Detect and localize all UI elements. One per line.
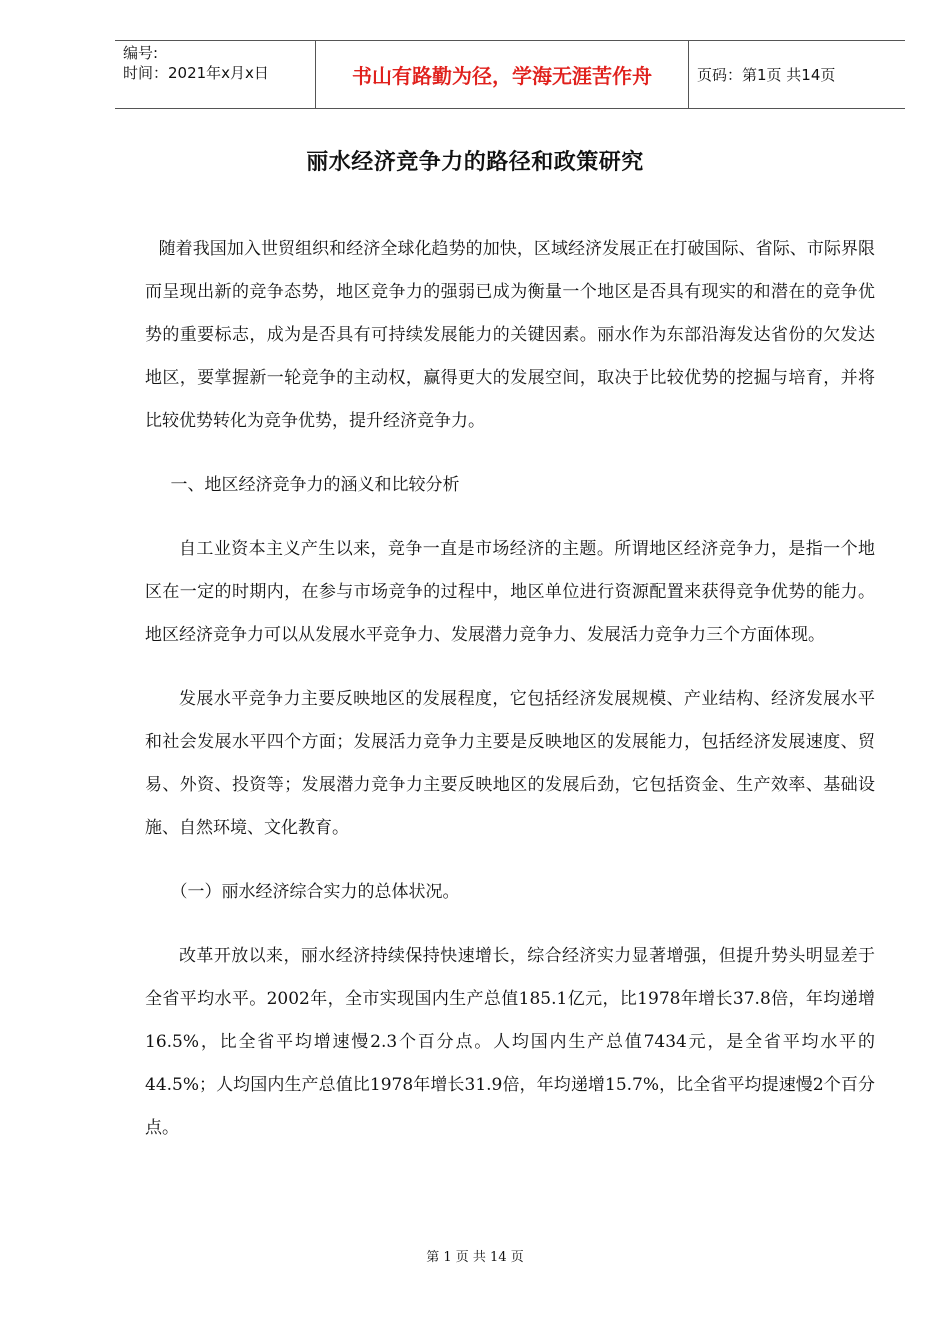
page-label: 页码：第1页 共14页: [697, 66, 836, 84]
paragraph-definition: 自工业资本主义产生以来，竞争一直是市场经济的主题。所谓地区经济竞争力，是指一个地区在一定的时期内，在参与市场竞争的过程中，地区单位进行资源配置来获得竞争优势的能力。地区经济竞争力可以从发展水平竞争力、发展潜力竞争力、发展活力竞争力三个方面体现。: [145, 539, 875, 645]
motto-cell: [316, 41, 689, 108]
document-body: [145, 228, 875, 1171]
section-heading-1: 一、地区经济竞争力的涵义和比较分析: [170, 475, 460, 495]
page-footer: 第 1 页 共 14 页: [426, 1250, 524, 1265]
paragraph-overview: 改革开放以来，丽水经济持续保持快速增长，综合经济实力显著增强，但提升势头明显差于全省平均水平。2002年，全市实现国内生产总值185.1亿元，比1978年增长37.8倍，年均递增16.5%，比全省平均增速慢2.3个百分点。人均国内生产总值7434元，是全省平均水平的44.5%；人均国内生产总值比1978年增长31.9倍，年均递增15.7%，比全省平均提速慢2个百分点。: [145, 946, 875, 1138]
motto-text: 书山有路勤为径，学海无涯苦作舟: [352, 64, 652, 88]
paragraph-intro: 随着我国加入世贸组织和经济全球化趋势的加快，区域经济发展正在打破国际、省际、市际界限而呈现出新的竞争态势，地区竞争力的强弱已成为衡量一个地区是否具有现实的和潜在的竞争优势的重要标志，成为是否具有可持续发展能力的关键因素。丽水作为东部沿海发达省份的欠发达地区，要掌握新一轮竞争的主动权，赢得更大的发展空间，取决于比较优势的挖掘与培育，并将比较优势转化为竞争优势，提升经济竞争力。: [145, 239, 875, 431]
time-label: 时间：2021年x月x日: [123, 64, 269, 82]
header-meta-cell: [115, 41, 316, 108]
header-table: [115, 40, 905, 109]
paragraph-components: 发展水平竞争力主要反映地区的发展程度，它包括经济发展规模、产业结构、经济发展水平和社会发展水平四个方面；发展活力竞争力主要是反映地区的发展能力，包括经济发展速度、贸易、外资、投资等；发展潜力竞争力主要反映地区的发展后劲，它包括资金、生产效率、基础设施、自然环境、文化教育。: [145, 689, 875, 838]
page-number-cell: [689, 41, 905, 108]
document-title: 丽水经济竞争力的路径和政策研究: [306, 150, 644, 175]
number-label: 编号:: [123, 44, 159, 62]
subsection-heading-1: （一）丽水经济综合实力的总体状况。: [170, 882, 460, 902]
